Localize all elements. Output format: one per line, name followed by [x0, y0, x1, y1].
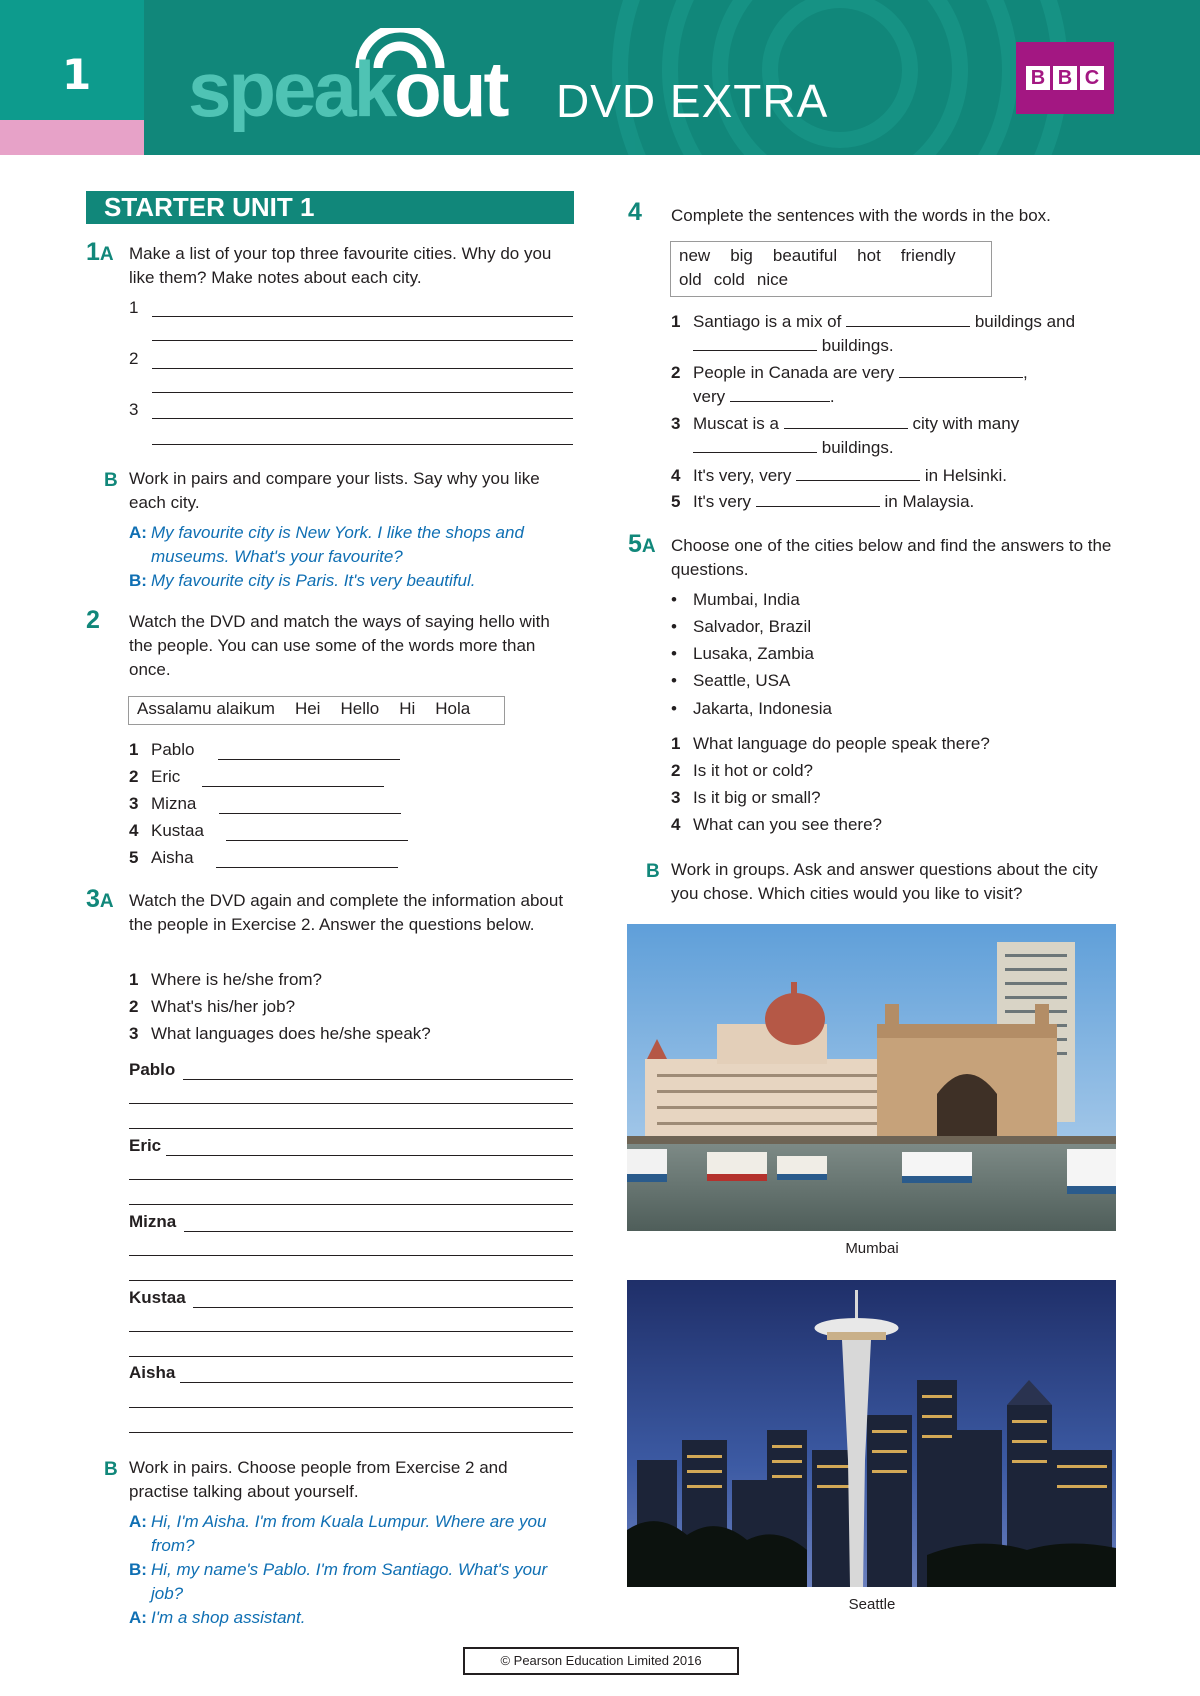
- question-1b-letter: [104, 466, 118, 493]
- q-sub: B: [104, 470, 118, 491]
- q-sub: A: [99, 244, 114, 265]
- answer-blank[interactable]: [784, 428, 908, 429]
- question-4-number: [628, 200, 642, 224]
- box-word: cold: [713, 270, 745, 289]
- q-sub: A: [99, 891, 114, 912]
- item-number: 3: [129, 794, 139, 813]
- answer-line[interactable]: [152, 316, 573, 317]
- speaker: B:: [129, 1560, 147, 1579]
- sentence-text: People in Canada are very: [693, 363, 895, 382]
- bbc-letter: B: [1026, 66, 1050, 90]
- answer-line[interactable]: [129, 1255, 573, 1256]
- box-word: Hei: [294, 699, 321, 718]
- answer-line[interactable]: [166, 1155, 573, 1156]
- question-2-number: [86, 608, 100, 632]
- bullet-icon: •: [671, 590, 677, 609]
- answer-blank[interactable]: [846, 326, 970, 327]
- dialogue: [129, 1510, 579, 1630]
- question-3b-letter: [104, 1455, 118, 1482]
- sentence-text: Muscat is a: [693, 414, 779, 433]
- item-number: 5: [671, 492, 681, 511]
- dialogue-text: My favourite city is Paris. It's very beautiful.: [151, 571, 476, 590]
- bullet-icon: •: [671, 699, 677, 718]
- answer-line[interactable]: [129, 1179, 573, 1180]
- answer-line[interactable]: [152, 444, 573, 445]
- item-number: 1: [129, 970, 139, 989]
- mumbai-caption: Mumbai: [845, 1240, 899, 1257]
- sentence-text: ,: [1023, 363, 1028, 382]
- sentence-text: buildings.: [821, 438, 894, 457]
- seattle-caption: Seattle: [848, 1596, 896, 1613]
- question-text: What can you see there?: [693, 815, 883, 834]
- answer-line[interactable]: [180, 1382, 573, 1383]
- item-number: 2: [129, 767, 139, 786]
- dialogue-text: My favourite city is New York. I like the shops and museums. What's your favourite?: [151, 523, 524, 566]
- answer-blank[interactable]: [899, 377, 1023, 378]
- box-word: beautiful: [772, 246, 838, 265]
- answer-line[interactable]: [202, 786, 384, 787]
- dialogue-text: I'm a shop assistant.: [151, 1608, 306, 1627]
- question-text: What's his/her job?: [151, 997, 296, 1016]
- item-number: 1: [671, 734, 681, 753]
- person-label: Aisha: [129, 1363, 176, 1382]
- question-1a-number: [86, 240, 114, 267]
- bbc-letter: B: [1053, 66, 1077, 90]
- item-number: 1: [129, 740, 139, 759]
- word-box-greetings: [128, 696, 505, 725]
- box-word: friendly: [900, 246, 956, 265]
- answer-line[interactable]: [129, 1128, 573, 1129]
- question-item: [129, 1022, 431, 1046]
- item-number: 3: [129, 1024, 139, 1043]
- box-word: Assalamu alaikum: [137, 699, 275, 718]
- person-name: Mizna: [151, 794, 197, 813]
- speaker: A:: [129, 1512, 147, 1531]
- match-item: [129, 738, 194, 762]
- question-text: Is it hot or cold?: [693, 761, 814, 780]
- sentence-1: [671, 310, 1121, 358]
- item-number: 2: [129, 997, 139, 1016]
- sentence-text: very: [693, 387, 726, 406]
- item-number: 1: [671, 312, 681, 331]
- sentence-text: buildings.: [821, 336, 894, 355]
- answer-blank[interactable]: [730, 401, 830, 402]
- unit-number: 1: [62, 50, 92, 99]
- answer-line[interactable]: [152, 392, 573, 393]
- item-number: 2: [671, 363, 681, 382]
- speakout-logo: [188, 45, 507, 133]
- logo-speak: speak: [188, 45, 395, 133]
- city-item: [671, 669, 790, 693]
- sentence-2: [671, 361, 1121, 409]
- dialogue-text: Hi, I'm Aisha. I'm from Kuala Lumpur. Where are you from?: [151, 1512, 547, 1555]
- answer-line[interactable]: [152, 368, 573, 369]
- person-label: Mizna: [129, 1212, 177, 1231]
- mumbai-photo: [627, 924, 1116, 1231]
- question-text: Is it big or small?: [693, 788, 821, 807]
- bullet-icon: •: [671, 617, 677, 636]
- item-number: 4: [671, 466, 681, 485]
- person-label: Eric: [129, 1136, 162, 1155]
- answer-blank[interactable]: [693, 452, 817, 453]
- item-number: 4: [671, 815, 681, 834]
- answer-line[interactable]: [183, 1079, 573, 1080]
- sentence-text: in Malaysia.: [884, 492, 975, 511]
- answer-line[interactable]: [129, 1204, 573, 1205]
- sentence-text: It's very, very: [693, 466, 792, 485]
- city-item: [671, 588, 800, 612]
- question-5a-text: Choose one of the cities below and find the answers to the questions.: [671, 536, 1112, 579]
- question-2-text: Watch the DVD and match the ways of saying hello with the people. You can use some of the words more than once.: [129, 612, 550, 679]
- match-item: [129, 819, 204, 843]
- person-name: Kustaa: [151, 821, 204, 840]
- sentence-3: [671, 412, 1121, 460]
- answer-line[interactable]: [184, 1231, 573, 1232]
- answer-line[interactable]: [219, 813, 401, 814]
- answer-line[interactable]: [129, 1331, 573, 1332]
- city-name: Mumbai, India: [693, 590, 800, 609]
- question-4-text: Complete the sentences with the words in the box.: [671, 206, 1051, 225]
- q-num: 1: [86, 238, 100, 266]
- question-1b-text: Work in pairs and compare your lists. Say why you like each city.: [129, 469, 540, 512]
- list-number: 1: [129, 298, 139, 317]
- person-label: Pablo: [129, 1060, 176, 1079]
- sentence-text: Santiago is a mix of: [693, 312, 842, 331]
- question-3a-number: [86, 887, 114, 914]
- answer-line[interactable]: [226, 840, 408, 841]
- question-3b-text: Work in pairs. Choose people from Exercise 2 and practise talking about yourself.: [129, 1458, 508, 1501]
- question-item: [671, 732, 990, 756]
- answer-blank[interactable]: [693, 350, 817, 351]
- q-num: 2: [86, 606, 100, 634]
- sentence-4: [671, 464, 1121, 488]
- logo-out: out: [394, 45, 507, 133]
- list-number: 3: [129, 400, 139, 419]
- item-number: 3: [671, 788, 681, 807]
- page-header: [0, 0, 1200, 155]
- sentence-5: [671, 490, 1121, 514]
- q-num: 4: [628, 198, 642, 226]
- answer-line[interactable]: [218, 759, 400, 760]
- speaker: B:: [129, 571, 147, 590]
- box-word: nice: [756, 270, 789, 289]
- box-word: big: [730, 246, 753, 265]
- item-number: 3: [671, 414, 681, 433]
- word-box-adjectives: [670, 241, 992, 297]
- person-name: Pablo: [151, 740, 195, 759]
- bullet-icon: •: [671, 644, 677, 663]
- city-item: [671, 697, 832, 721]
- box-word: Hello: [340, 699, 380, 718]
- city-name: Seattle, USA: [693, 671, 791, 690]
- speaker: A:: [129, 1608, 147, 1627]
- question-5b-letter: [646, 857, 660, 884]
- question-text: What language do people speak there?: [693, 734, 990, 753]
- sentence-text: It's very: [693, 492, 752, 511]
- answer-line[interactable]: [193, 1307, 573, 1308]
- dialogue-text: Hi, my name's Pablo. I'm from Santiago. What's your job?: [151, 1560, 548, 1603]
- answer-line[interactable]: [129, 1356, 573, 1357]
- answer-line[interactable]: [152, 418, 573, 419]
- city-item: [671, 642, 814, 666]
- question-5b-text: Work in groups. Ask and answer questions about the city you chose. Which cities would you like to visit?: [671, 860, 1098, 903]
- item-number: 4: [129, 821, 139, 840]
- answer-line[interactable]: [129, 1280, 573, 1281]
- box-word: hot: [857, 246, 881, 265]
- section-title: STARTER UNIT 1: [104, 192, 315, 222]
- answer-line[interactable]: [129, 1432, 573, 1433]
- match-item: [129, 792, 196, 816]
- sentence-text: buildings and: [974, 312, 1076, 331]
- question-item: [671, 786, 821, 810]
- box-word: old: [679, 270, 702, 289]
- q-num: 5: [628, 530, 642, 558]
- match-item: [129, 765, 180, 789]
- box-word: new: [679, 246, 711, 265]
- dvd-extra-title: DVD EXTRA: [556, 75, 829, 127]
- person-label: Kustaa: [129, 1288, 186, 1307]
- question-1a-text: Make a list of your top three favourite cities. Why do you like them? Make notes about each city.: [129, 244, 552, 287]
- match-item: [129, 846, 194, 870]
- person-name: Eric: [151, 767, 181, 786]
- bullet-icon: •: [671, 671, 677, 690]
- bbc-letter: C: [1080, 66, 1104, 90]
- question-item: [671, 759, 813, 783]
- q-sub: B: [646, 861, 660, 882]
- city-name: Lusaka, Zambia: [693, 644, 814, 663]
- box-word: Hola: [435, 699, 471, 718]
- question-item: [129, 995, 295, 1019]
- question-item: [129, 968, 322, 992]
- answer-blank[interactable]: [796, 480, 920, 481]
- person-name: Aisha: [151, 848, 194, 867]
- section-title-bar: [86, 191, 574, 224]
- item-number: 5: [129, 848, 139, 867]
- answer-line[interactable]: [129, 1407, 573, 1408]
- copyright-footer: © Pearson Education Limited 2016: [463, 1647, 739, 1675]
- sentence-text: in Helsinki.: [924, 466, 1008, 485]
- answer-line[interactable]: [216, 867, 398, 868]
- item-number: 2: [671, 761, 681, 780]
- list-number: 2: [129, 349, 139, 368]
- answer-blank[interactable]: [756, 506, 880, 507]
- answer-line[interactable]: [129, 1103, 573, 1104]
- speaker: A:: [129, 523, 147, 542]
- dialogue-line: [129, 521, 569, 593]
- question-5a-number: [628, 532, 656, 559]
- question-item: [671, 813, 882, 837]
- sentence-text: city with many: [912, 414, 1020, 433]
- q-num: 3: [86, 885, 100, 913]
- answer-line[interactable]: [152, 340, 573, 341]
- city-name: Salvador, Brazil: [693, 617, 812, 636]
- sentence-text: .: [829, 387, 835, 406]
- city-item: [671, 615, 811, 639]
- question-text: What languages does he/she speak?: [151, 1024, 431, 1043]
- city-name: Jakarta, Indonesia: [693, 699, 832, 718]
- q-sub: B: [104, 1459, 118, 1480]
- bbc-logo: [1016, 42, 1114, 114]
- seattle-photo: [627, 1280, 1116, 1587]
- box-word: Hi: [399, 699, 416, 718]
- question-text: Where is he/she from?: [151, 970, 323, 989]
- q-sub: A: [641, 536, 656, 557]
- question-3a-text: Watch the DVD again and complete the information about the people in Exercise 2. Answer the questions below.: [129, 891, 564, 934]
